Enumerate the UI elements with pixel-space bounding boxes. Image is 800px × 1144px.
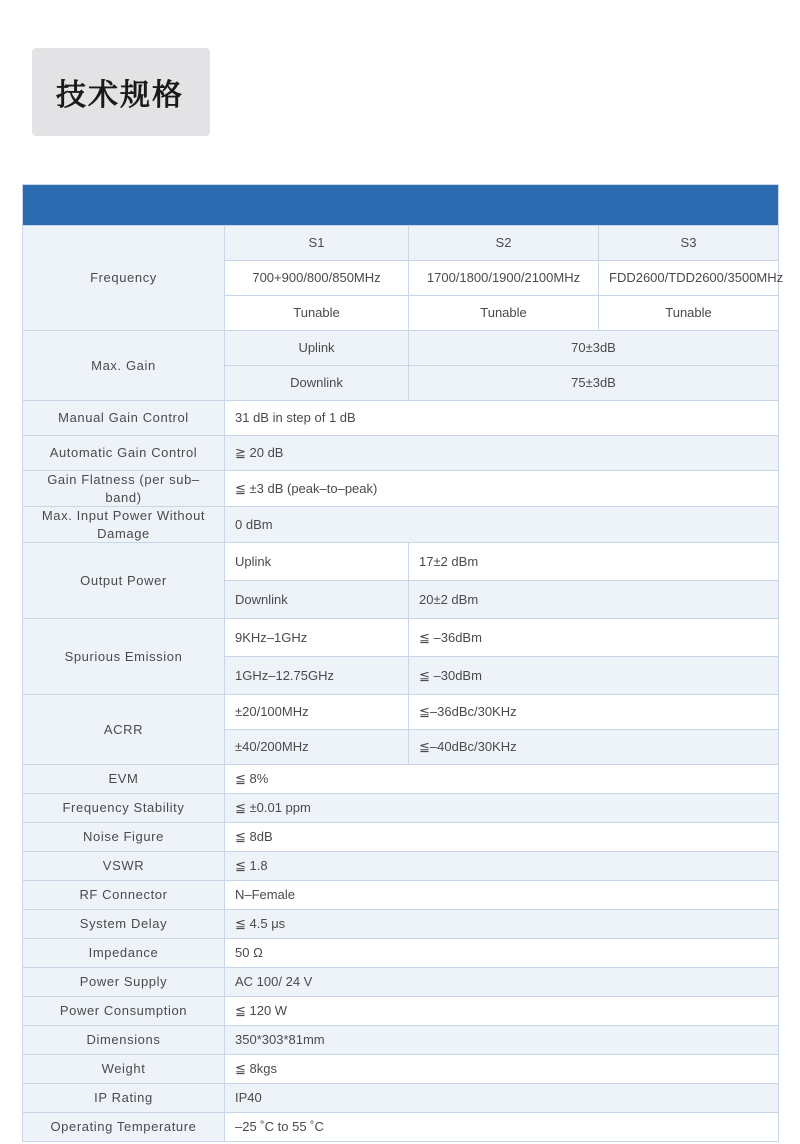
header-band-cell xyxy=(23,185,779,226)
table-row xyxy=(23,765,779,794)
row-label-evm: EVM xyxy=(23,765,225,794)
row-label-spurious-emission: Spurious Emission xyxy=(23,619,225,695)
acrr-offset-1: ±20/100MHz xyxy=(225,695,409,730)
row-value-rf-connector: N–Female xyxy=(225,881,779,910)
table-row xyxy=(23,543,779,581)
table-header-band xyxy=(23,185,779,226)
row-value-automatic-gain-control: ≧ 20 dB xyxy=(225,436,779,471)
table-row xyxy=(23,331,779,366)
row-value-dimensions: 350*303*81mm xyxy=(225,1026,779,1055)
row-label-frequency-stability: Frequency Stability xyxy=(23,794,225,823)
page-title: 技术规格 xyxy=(32,48,210,136)
max-gain-downlink-value: 75±3dB xyxy=(409,366,779,401)
row-label-automatic-gain-control: Automatic Gain Control xyxy=(23,436,225,471)
frequency-col-s1: S1 xyxy=(225,226,409,261)
row-label-power-consumption: Power Consumption xyxy=(23,997,225,1026)
table-row xyxy=(23,471,779,507)
table-row xyxy=(23,401,779,436)
table-row xyxy=(23,226,779,261)
spurious-range-2: 1GHz–12.75GHz xyxy=(225,657,409,695)
frequency-col-s2: S2 xyxy=(409,226,599,261)
row-value-frequency-stability: ≦ ±0.01 ppm xyxy=(225,794,779,823)
row-label-system-delay: System Delay xyxy=(23,910,225,939)
row-label-dimensions: Dimensions xyxy=(23,1026,225,1055)
frequency-tunable-s2: Tunable xyxy=(409,296,599,331)
row-label-rf-connector: RF Connector xyxy=(23,881,225,910)
row-value-vswr: ≦ 1.8 xyxy=(225,852,779,881)
table-row xyxy=(23,436,779,471)
row-label-output-power: Output Power xyxy=(23,543,225,619)
acrr-offset-2: ±40/200MHz xyxy=(225,730,409,765)
table-row xyxy=(23,507,779,543)
table-row xyxy=(23,823,779,852)
row-value-ip-rating: IP40 xyxy=(225,1084,779,1113)
row-value-system-delay: ≦ 4.5 μs xyxy=(225,910,779,939)
spurious-value-1: ≦ –36dBm xyxy=(409,619,779,657)
table-row xyxy=(23,997,779,1026)
row-value-impedance: 50 Ω xyxy=(225,939,779,968)
frequency-tunable-s3: Tunable xyxy=(599,296,779,331)
row-value-gain-flatness: ≦ ±3 dB (peak–to–peak) xyxy=(225,471,779,507)
row-value-power-supply: AC 100/ 24 V xyxy=(225,968,779,997)
row-value-max-input-power: 0 dBm xyxy=(225,507,779,543)
table-row xyxy=(23,695,779,730)
row-label-max-gain: Max. Gain xyxy=(23,331,225,401)
specifications-table xyxy=(22,184,784,1142)
row-label-vswr: VSWR xyxy=(23,852,225,881)
table-row xyxy=(23,881,779,910)
table-row xyxy=(23,1055,779,1084)
frequency-col-s3: S3 xyxy=(599,226,779,261)
row-label-power-supply: Power Supply xyxy=(23,968,225,997)
table-row xyxy=(23,794,779,823)
output-power-uplink-label: Uplink xyxy=(225,543,409,581)
table-row xyxy=(23,968,779,997)
table-row xyxy=(23,1084,779,1113)
table-row xyxy=(23,910,779,939)
frequency-band-s2: 1700/1800/1900/2100MHz xyxy=(409,261,599,296)
row-value-power-consumption: ≦ 120 W xyxy=(225,997,779,1026)
table-row xyxy=(23,1113,779,1142)
acrr-value-1: ≦–36dBc/30KHz xyxy=(409,695,779,730)
table-row xyxy=(23,852,779,881)
page-title-container xyxy=(0,0,800,136)
row-value-manual-gain-control: 31 dB in step of 1 dB xyxy=(225,401,779,436)
table-row xyxy=(23,939,779,968)
row-label-gain-flatness: Gain Flatness (per sub–band) xyxy=(23,471,225,507)
acrr-value-2: ≦–40dBc/30KHz xyxy=(409,730,779,765)
spurious-range-1: 9KHz–1GHz xyxy=(225,619,409,657)
row-value-evm: ≦ 8% xyxy=(225,765,779,794)
spurious-value-2: ≦ –30dBm xyxy=(409,657,779,695)
row-value-operating-temperature: –25 ˚C to 55 ˚C xyxy=(225,1113,779,1142)
spec-table-container xyxy=(22,184,784,1142)
row-label-frequency: Frequency xyxy=(23,226,225,331)
output-power-downlink-label: Downlink xyxy=(225,581,409,619)
frequency-tunable-s1: Tunable xyxy=(225,296,409,331)
max-gain-downlink-label: Downlink xyxy=(225,366,409,401)
table-row xyxy=(23,1026,779,1055)
frequency-band-s1: 700+900/800/850MHz xyxy=(225,261,409,296)
max-gain-uplink-value: 70±3dB xyxy=(409,331,779,366)
output-power-downlink-value: 20±2 dBm xyxy=(409,581,779,619)
row-label-acrr: ACRR xyxy=(23,695,225,765)
row-value-noise-figure: ≦ 8dB xyxy=(225,823,779,852)
row-label-impedance: Impedance xyxy=(23,939,225,968)
row-label-noise-figure: Noise Figure xyxy=(23,823,225,852)
row-label-operating-temperature: Operating Temperature xyxy=(23,1113,225,1142)
frequency-band-s3: FDD2600/TDD2600/3500MHz xyxy=(599,261,779,296)
row-label-max-input-power: Max. Input Power Without Damage xyxy=(23,507,225,543)
output-power-uplink-value: 17±2 dBm xyxy=(409,543,779,581)
row-label-ip-rating: IP Rating xyxy=(23,1084,225,1113)
max-gain-uplink-label: Uplink xyxy=(225,331,409,366)
row-label-manual-gain-control: Manual Gain Control xyxy=(23,401,225,436)
row-value-weight: ≦ 8kgs xyxy=(225,1055,779,1084)
table-row xyxy=(23,619,779,657)
row-label-weight: Weight xyxy=(23,1055,225,1084)
